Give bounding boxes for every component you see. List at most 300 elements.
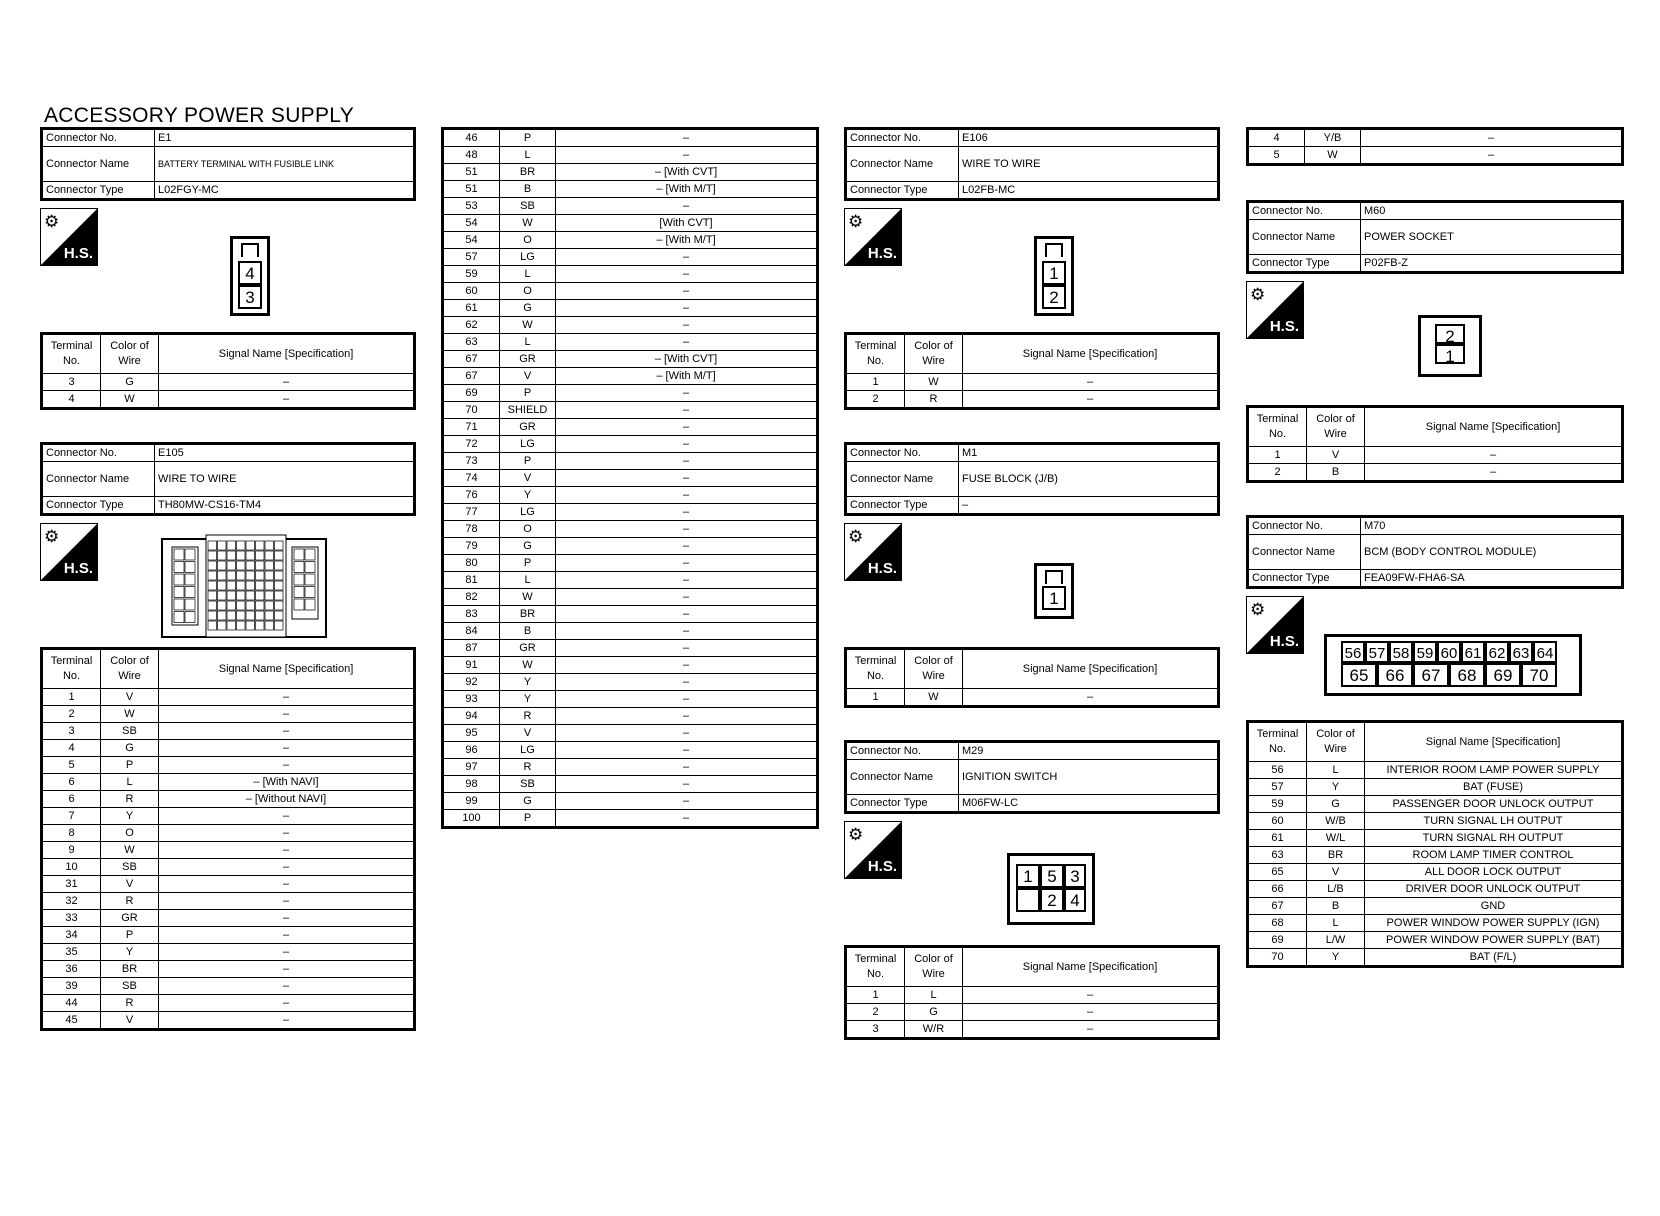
pin-cell bbox=[218, 591, 227, 600]
pin-cell bbox=[208, 611, 217, 620]
signal-name-cell: – bbox=[556, 572, 818, 589]
signal-name-cell: – bbox=[556, 538, 818, 555]
signal-name-cell: – bbox=[556, 640, 818, 657]
wire-color-cell: R bbox=[500, 759, 556, 776]
terminal-no-header: Terminal No. bbox=[1248, 407, 1307, 447]
terminal-no-cell: 60 bbox=[1248, 813, 1307, 830]
pin-cell bbox=[275, 611, 284, 620]
pin-label: 57 bbox=[1365, 641, 1389, 663]
terminal-no-cell: 74 bbox=[443, 470, 500, 487]
signal-header: Signal Name [Specification] bbox=[963, 947, 1219, 987]
terminal-no-cell: 57 bbox=[443, 249, 500, 266]
signal-header: Signal Name [Specification] bbox=[963, 334, 1219, 374]
terminal-no-cell: 67 bbox=[1248, 898, 1307, 915]
pin-cell bbox=[246, 541, 255, 550]
table-row bbox=[42, 859, 415, 876]
connector-name-value: BCM (BODY CONTROL MODULE) bbox=[1361, 535, 1623, 570]
table-row bbox=[1248, 830, 1623, 847]
signal-name-cell: – bbox=[556, 419, 818, 436]
wire-color-cell: L/B bbox=[1307, 881, 1365, 898]
wire-color-cell: V bbox=[1307, 447, 1365, 464]
connector-type-label: Connector Type bbox=[1248, 570, 1361, 588]
terminal-no-cell: 2 bbox=[42, 706, 101, 723]
connector-name-value: WIRE TO WIRE bbox=[959, 147, 1219, 182]
connector-no-label: Connector No. bbox=[846, 444, 959, 462]
connector-info-m29 bbox=[844, 740, 1220, 814]
connector-type-value: – bbox=[959, 497, 1219, 515]
terminal-no-cell: 2 bbox=[1248, 464, 1307, 482]
pin-cell bbox=[227, 561, 236, 570]
terminal-no-cell: 54 bbox=[443, 232, 500, 249]
pin-label: 5 bbox=[1040, 864, 1064, 888]
pin-cell bbox=[218, 621, 227, 630]
wire-color-cell: W bbox=[1305, 147, 1361, 165]
connector-e105 bbox=[40, 442, 416, 1031]
pin-cell bbox=[218, 601, 227, 610]
connector-shape-e105 bbox=[160, 533, 328, 639]
pin-label: 61 bbox=[1461, 641, 1485, 663]
connector-name-label: Connector Name bbox=[42, 147, 155, 182]
harness-side-icon: ⚙ H.S. bbox=[844, 523, 902, 581]
connector-no-label: Connector No. bbox=[42, 129, 155, 147]
signal-name-cell: – bbox=[556, 334, 818, 351]
connector-type-value: P02FB-Z bbox=[1361, 255, 1623, 273]
wire-color-cell: P bbox=[500, 555, 556, 572]
table-row bbox=[42, 689, 415, 706]
wire-color-cell: V bbox=[101, 689, 159, 706]
table-row bbox=[42, 808, 415, 825]
connector-no-value: E105 bbox=[155, 444, 415, 462]
terminal-no-cell: 32 bbox=[42, 893, 101, 910]
signal-name-cell: – bbox=[556, 708, 818, 725]
table-row bbox=[42, 374, 415, 391]
pin-cell bbox=[185, 587, 195, 598]
signal-name-cell: – bbox=[963, 1004, 1219, 1021]
table-row bbox=[443, 623, 818, 640]
signal-name-cell: – bbox=[556, 555, 818, 572]
terminal-no-cell: 44 bbox=[42, 995, 101, 1012]
wire-color-cell: L bbox=[905, 987, 963, 1004]
table-row bbox=[443, 606, 818, 623]
harness-side-icon: ⚙ H.S. bbox=[844, 208, 902, 266]
terminal-no-cell: 4 bbox=[42, 391, 101, 409]
connector-name-label: Connector Name bbox=[846, 147, 959, 182]
pin-cell bbox=[265, 551, 274, 560]
connector-name-value: POWER SOCKET bbox=[1361, 220, 1623, 255]
table-row bbox=[443, 334, 818, 351]
terminal-no-cell: 4 bbox=[1248, 129, 1305, 147]
signal-name-cell: – bbox=[159, 757, 415, 774]
wire-color-cell: R bbox=[101, 995, 159, 1012]
wire-color-cell: Y bbox=[101, 808, 159, 825]
table-row bbox=[443, 164, 818, 181]
signal-name-cell: – bbox=[159, 374, 415, 391]
table-row bbox=[443, 453, 818, 470]
wire-color-cell: BR bbox=[1307, 847, 1365, 864]
connector-m29 bbox=[844, 740, 1220, 1040]
connector-name-label: Connector Name bbox=[846, 760, 959, 795]
terminal-no-cell: 59 bbox=[1248, 796, 1307, 813]
wire-color-cell: BR bbox=[500, 164, 556, 181]
pin-cell bbox=[294, 549, 304, 560]
connector-name-value: WIRE TO WIRE bbox=[155, 462, 415, 497]
signal-header: Signal Name [Specification] bbox=[159, 649, 415, 689]
connector-shape bbox=[1007, 853, 1095, 925]
pin-cell bbox=[208, 541, 217, 550]
pin-label: 63 bbox=[1509, 641, 1533, 663]
signal-name-cell: – bbox=[963, 1021, 1219, 1039]
wire-color-cell: V bbox=[1307, 864, 1365, 881]
pin-cell bbox=[246, 621, 255, 630]
table-row bbox=[1248, 881, 1623, 898]
pin-cell bbox=[246, 601, 255, 610]
terminal-table-e106 bbox=[844, 332, 1220, 410]
pin-cell bbox=[208, 621, 217, 630]
signal-name-cell: – bbox=[556, 147, 818, 164]
pin-cell bbox=[294, 599, 304, 610]
pin-label: 4 bbox=[1064, 888, 1086, 912]
pin-cell bbox=[256, 611, 265, 620]
wire-color-cell: W bbox=[905, 374, 963, 391]
terminal-no-cell: 92 bbox=[443, 674, 500, 691]
pin-cell bbox=[237, 571, 246, 580]
table-row bbox=[42, 978, 415, 995]
table-row bbox=[846, 1021, 1219, 1039]
wire-color-cell: V bbox=[500, 470, 556, 487]
connector-name-value: BATTERY TERMINAL WITH FUSIBLE LINK bbox=[155, 147, 415, 182]
table-row bbox=[42, 1012, 415, 1030]
table-row bbox=[443, 419, 818, 436]
wire-color-cell: W bbox=[101, 706, 159, 723]
pin-cell bbox=[265, 621, 274, 630]
connector-diagram-m1 bbox=[844, 523, 1220, 647]
connector-no-value: E106 bbox=[959, 129, 1219, 147]
wire-color-cell: V bbox=[500, 725, 556, 742]
wire-color-cell: R bbox=[905, 391, 963, 409]
wire-color-cell: B bbox=[500, 181, 556, 198]
table-row bbox=[1248, 847, 1623, 864]
pin-label: 58 bbox=[1389, 641, 1413, 663]
signal-name-cell: – bbox=[159, 391, 415, 409]
terminal-no-cell: 83 bbox=[443, 606, 500, 623]
connector-no-label: Connector No. bbox=[1248, 202, 1361, 220]
signal-name-cell: – bbox=[556, 657, 818, 674]
terminal-no-cell: 57 bbox=[1248, 779, 1307, 796]
table-row bbox=[443, 470, 818, 487]
harness-side-icon: ⚙ H.S. bbox=[844, 821, 902, 879]
terminal-no-header: Terminal No. bbox=[846, 334, 905, 374]
pin-cell bbox=[218, 581, 227, 590]
pin-cell bbox=[218, 571, 227, 580]
wire-color-cell: R bbox=[101, 893, 159, 910]
table-row bbox=[443, 385, 818, 402]
wire-color-cell: Y bbox=[500, 487, 556, 504]
signal-name-cell: – bbox=[556, 725, 818, 742]
pin-label: 69 bbox=[1485, 663, 1521, 687]
color-header: Color of Wire bbox=[1307, 407, 1365, 447]
terminal-no-cell: 54 bbox=[443, 215, 500, 232]
terminal-no-cell: 91 bbox=[443, 657, 500, 674]
connector-shape bbox=[1034, 563, 1074, 619]
table-row bbox=[42, 893, 415, 910]
signal-name-cell: – bbox=[556, 129, 818, 147]
connector-info-e105 bbox=[40, 442, 416, 516]
table-row bbox=[1248, 864, 1623, 881]
terminal-no-cell: 94 bbox=[443, 708, 500, 725]
connector-type-label: Connector Type bbox=[42, 497, 155, 515]
connector-type-label: Connector Type bbox=[42, 182, 155, 200]
signal-name-cell: – bbox=[556, 742, 818, 759]
pin-label: 3 bbox=[1064, 864, 1086, 888]
terminal-no-cell: 69 bbox=[443, 385, 500, 402]
table-row bbox=[846, 987, 1219, 1004]
color-header: Color of Wire bbox=[101, 649, 159, 689]
table-row bbox=[443, 759, 818, 776]
terminal-table-e105 bbox=[40, 647, 416, 1031]
wire-color-cell: L bbox=[500, 572, 556, 589]
pin-cell bbox=[227, 611, 236, 620]
pin-cell bbox=[256, 601, 265, 610]
table-row bbox=[42, 910, 415, 927]
terminal-no-cell: 65 bbox=[1248, 864, 1307, 881]
terminal-no-cell: 33 bbox=[42, 910, 101, 927]
wire-color-cell: L bbox=[1307, 762, 1365, 779]
terminal-no-cell: 87 bbox=[443, 640, 500, 657]
pin-cell bbox=[305, 599, 315, 610]
signal-name-cell: – bbox=[556, 266, 818, 283]
pin-cell bbox=[294, 574, 304, 585]
signal-name-cell: – [Without NAVI] bbox=[159, 791, 415, 808]
terminal-no-cell: 7 bbox=[42, 808, 101, 825]
pin-cell bbox=[246, 571, 255, 580]
wire-color-cell: W bbox=[905, 689, 963, 707]
connector-no-value: E1 bbox=[155, 129, 415, 147]
terminal-no-cell: 1 bbox=[846, 374, 905, 391]
signal-name-cell: [With CVT] bbox=[556, 215, 818, 232]
signal-name-cell: ALL DOOR LOCK OUTPUT bbox=[1365, 864, 1623, 881]
connector-type-value: L02FB-MC bbox=[959, 182, 1219, 200]
pin-label: 66 bbox=[1377, 663, 1413, 687]
terminal-no-cell: 81 bbox=[443, 572, 500, 589]
pin-cell bbox=[185, 599, 195, 610]
column-4 bbox=[1246, 127, 1624, 968]
terminal-no-cell: 99 bbox=[443, 793, 500, 810]
terminal-table-m70 bbox=[1246, 720, 1624, 968]
terminal-no-cell: 3 bbox=[42, 723, 101, 740]
table-row bbox=[42, 876, 415, 893]
wire-color-cell: LG bbox=[500, 436, 556, 453]
pin-cell bbox=[208, 561, 217, 570]
table-row bbox=[443, 572, 818, 589]
connector-info-m70 bbox=[1246, 515, 1624, 589]
signal-name-cell: – bbox=[159, 825, 415, 842]
terminal-no-cell: 96 bbox=[443, 742, 500, 759]
table-row bbox=[443, 674, 818, 691]
terminal-no-cell: 35 bbox=[42, 944, 101, 961]
signal-name-cell: BAT (F/L) bbox=[1365, 949, 1623, 967]
signal-name-cell: – bbox=[556, 470, 818, 487]
table-row bbox=[42, 944, 415, 961]
pin-cell bbox=[218, 611, 227, 620]
harness-side-icon: ⚙ H.S. bbox=[1246, 281, 1304, 339]
wire-color-cell: V bbox=[500, 368, 556, 385]
connector-shape bbox=[1034, 236, 1074, 316]
connector-no-value: M29 bbox=[959, 742, 1219, 760]
signal-header: Signal Name [Specification] bbox=[159, 334, 415, 374]
pin-cell bbox=[237, 551, 246, 560]
color-header: Color of Wire bbox=[905, 947, 963, 987]
terminal-no-cell: 46 bbox=[443, 129, 500, 147]
table-row bbox=[443, 266, 818, 283]
terminal-no-cell: 31 bbox=[42, 876, 101, 893]
connector-no-label: Connector No. bbox=[846, 742, 959, 760]
pin-label: 70 bbox=[1521, 663, 1557, 687]
table-row bbox=[443, 249, 818, 266]
table-row bbox=[42, 927, 415, 944]
terminal-no-cell: 93 bbox=[443, 691, 500, 708]
table-row bbox=[846, 391, 1219, 409]
wire-color-cell: L bbox=[101, 774, 159, 791]
wire-color-cell: W bbox=[500, 215, 556, 232]
terminal-no-cell: 56 bbox=[1248, 762, 1307, 779]
wire-color-cell: V bbox=[101, 876, 159, 893]
table-row bbox=[443, 657, 818, 674]
terminal-no-cell: 78 bbox=[443, 521, 500, 538]
signal-name-cell: – bbox=[556, 623, 818, 640]
terminal-no-cell: 34 bbox=[42, 927, 101, 944]
pin-cell bbox=[227, 581, 236, 590]
signal-header: Signal Name [Specification] bbox=[963, 649, 1219, 689]
wire-color-cell: SB bbox=[500, 776, 556, 793]
terminal-no-cell: 63 bbox=[443, 334, 500, 351]
connector-name-value: FUSE BLOCK (J/B) bbox=[959, 462, 1219, 497]
signal-name-cell: – bbox=[159, 740, 415, 757]
wire-color-cell: W bbox=[101, 391, 159, 409]
pin-cell bbox=[246, 611, 255, 620]
wire-color-cell: W/R bbox=[905, 1021, 963, 1039]
connector-no-value: M1 bbox=[959, 444, 1219, 462]
wire-color-cell: SHIELD bbox=[500, 402, 556, 419]
pin-cell bbox=[256, 591, 265, 600]
table-row bbox=[443, 776, 818, 793]
wire-color-cell: G bbox=[101, 374, 159, 391]
terminal-no-header: Terminal No. bbox=[846, 649, 905, 689]
pin-label: 3 bbox=[238, 285, 262, 309]
pin-cell bbox=[305, 549, 315, 560]
pin-cell bbox=[237, 581, 246, 590]
signal-name-cell: – bbox=[159, 927, 415, 944]
signal-name-cell: – [With CVT] bbox=[556, 351, 818, 368]
signal-name-cell: – bbox=[159, 1012, 415, 1030]
pin-label: 1 bbox=[1042, 261, 1066, 285]
terminal-no-cell: 76 bbox=[443, 487, 500, 504]
connector-type-value: TH80MW-CS16-TM4 bbox=[155, 497, 415, 515]
e1-rows bbox=[42, 374, 415, 409]
signal-name-cell: – bbox=[556, 504, 818, 521]
connector-no-label: Connector No. bbox=[42, 444, 155, 462]
signal-name-cell: – bbox=[1365, 464, 1623, 482]
connector-name-label: Connector Name bbox=[1248, 220, 1361, 255]
table-row bbox=[42, 995, 415, 1012]
pin-cell bbox=[275, 581, 284, 590]
column-1 bbox=[40, 127, 416, 1031]
pin-empty bbox=[1016, 888, 1040, 912]
wire-color-cell: L bbox=[1307, 915, 1365, 932]
pin-cell bbox=[185, 574, 195, 585]
terminal-no-cell: 45 bbox=[42, 1012, 101, 1030]
connector-type-label: Connector Type bbox=[846, 182, 959, 200]
terminal-no-cell: 9 bbox=[42, 842, 101, 859]
signal-header: Signal Name [Specification] bbox=[1365, 407, 1623, 447]
table-row bbox=[42, 961, 415, 978]
terminal-table-continued bbox=[1246, 127, 1624, 166]
table-row bbox=[443, 521, 818, 538]
signal-name-cell: POWER WINDOW POWER SUPPLY (IGN) bbox=[1365, 915, 1623, 932]
connector-info-e106 bbox=[844, 127, 1220, 201]
table-row bbox=[443, 793, 818, 810]
pin-cell bbox=[305, 574, 315, 585]
signal-name-cell: – bbox=[159, 706, 415, 723]
table-row bbox=[1248, 796, 1623, 813]
terminal-no-cell: 4 bbox=[42, 740, 101, 757]
wire-color-cell: B bbox=[500, 623, 556, 640]
wire-color-cell: B bbox=[1307, 464, 1365, 482]
signal-name-cell: – bbox=[159, 842, 415, 859]
connector-shape bbox=[230, 236, 270, 316]
connector-type-label: Connector Type bbox=[846, 795, 959, 813]
wire-color-cell: P bbox=[500, 129, 556, 147]
table-row bbox=[443, 555, 818, 572]
pin-cell bbox=[265, 561, 274, 570]
color-header: Color of Wire bbox=[101, 334, 159, 374]
signal-name-cell: DRIVER DOOR UNLOCK OUTPUT bbox=[1365, 881, 1623, 898]
pin-cell bbox=[256, 561, 265, 570]
connector-diagram-m70 bbox=[1246, 596, 1624, 720]
wire-color-cell: R bbox=[101, 791, 159, 808]
signal-name-cell: GND bbox=[1365, 898, 1623, 915]
terminal-no-cell: 1 bbox=[1248, 447, 1307, 464]
pin-cell bbox=[275, 591, 284, 600]
pin-label: 64 bbox=[1533, 641, 1557, 663]
signal-name-cell: – bbox=[556, 674, 818, 691]
terminal-no-cell: 66 bbox=[1248, 881, 1307, 898]
pin-cell bbox=[218, 561, 227, 570]
terminal-no-cell: 10 bbox=[42, 859, 101, 876]
wire-color-cell: P bbox=[500, 810, 556, 828]
connector-diagram-m60 bbox=[1246, 281, 1624, 405]
terminal-no-cell: 62 bbox=[443, 317, 500, 334]
table-row bbox=[846, 1004, 1219, 1021]
pin-cell bbox=[227, 541, 236, 550]
table-row bbox=[443, 351, 818, 368]
terminal-no-cell: 5 bbox=[42, 757, 101, 774]
signal-name-cell: – bbox=[556, 249, 818, 266]
pin-cell bbox=[246, 581, 255, 590]
signal-name-cell: – [With M/T] bbox=[556, 368, 818, 385]
wire-color-cell: O bbox=[500, 232, 556, 249]
pin-label: 67 bbox=[1413, 663, 1449, 687]
pin-cell bbox=[237, 591, 246, 600]
wire-color-cell: GR bbox=[500, 640, 556, 657]
table-row bbox=[443, 538, 818, 555]
signal-name-cell: – bbox=[159, 961, 415, 978]
table-row bbox=[443, 725, 818, 742]
signal-name-cell: BAT (FUSE) bbox=[1365, 779, 1623, 796]
signal-name-cell: – bbox=[556, 402, 818, 419]
pin-cell bbox=[227, 621, 236, 630]
pin-cell bbox=[275, 601, 284, 610]
wire-color-cell: O bbox=[101, 825, 159, 842]
